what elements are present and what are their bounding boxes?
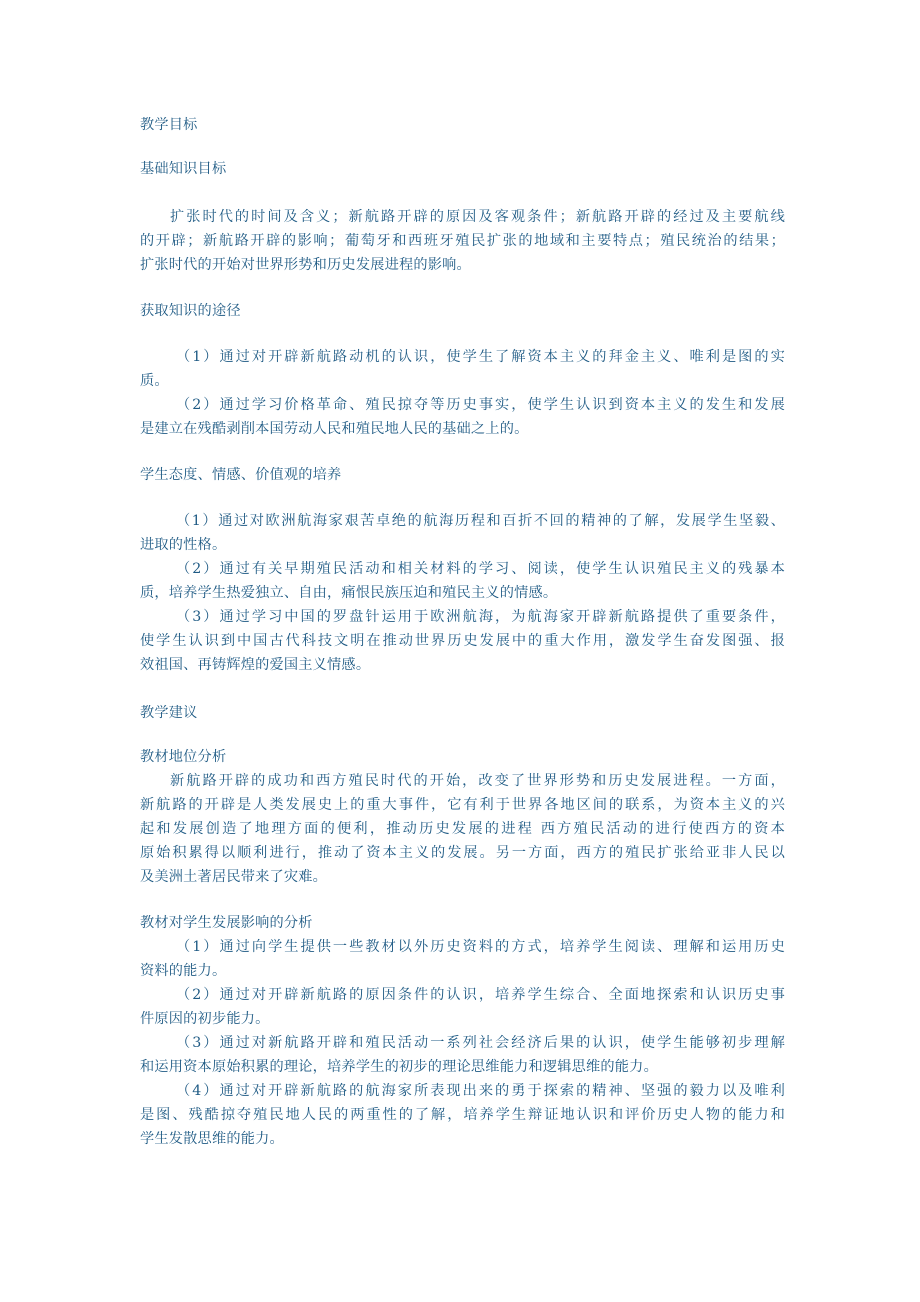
paragraph-line: （3）通过学习中国的罗盘针运用于欧洲航海，为航海家开辟新航路提供了重要条件， [176,609,785,625]
paragraph-line: （1）通过对欧洲航海家艰苦卓绝的航海历程和百折不回的精神的了解，发展学生坚毅、 [176,513,785,529]
paragraph-line: （1）通过对开辟新航路动机的认识，使学生了解资本主义的拜金主义、唯利是图的实 [176,349,785,365]
paragraph-line: 起和发展创造了地理方面的便利，推动历史发展的进程 西方殖民活动的进行使西方的资本 [140,821,785,837]
paragraph-line: 和运用资本原始积累的理论，培养学生的初步的理论思维能力和逻辑思维的能力。 [140,1059,658,1075]
paragraph-line: 新航路的开辟是人类发展史上的重大事件，它有利于世界各地区间的联系，为资本主义的兴 [140,797,785,813]
paragraph-line: 扩张时代的时间及含义；新航路开辟的原因及客观条件；新航路开辟的经过及主要航线 [170,209,785,225]
paragraph-line: 及美洲土著居民带来了灾难。 [140,869,328,885]
paragraph-line: 效祖国、再铸辉煌的爱国主义情感。 [140,657,371,673]
paragraph-line: （2）通过学习价格革命、殖民掠夺等历史事实，使学生认识到资本主义的发生和发展 [176,397,785,413]
paragraph-line: 资料的能力。 [140,963,227,979]
paragraph-line: 质。 [140,373,169,389]
paragraph-line: 进取的性格。 [140,537,227,553]
heading-knowledge-path: 获取知识的途径 [140,303,241,319]
paragraph-line: 学生发散思维的能力。 [140,1131,284,1147]
paragraph-line: 是图、残酷掠夺殖民地人民的两重性的了解，培养学生辩证地认识和评价历史人物的能力和 [140,1107,785,1123]
paragraph-line: 新航路开辟的成功和西方殖民时代的开始，改变了世界形势和历史发展进程。一方面， [170,773,785,789]
paragraph-line: （1）通过向学生提供一些教材以外历史资料的方式，培养学生阅读、理解和运用历史 [176,939,785,955]
paragraph-line: （2）通过对开辟新航路的原因条件的认识，培养学生综合、全面地探索和认识历史事 [176,987,785,1003]
paragraph-line: （2）通过有关早期殖民活动和相关材料的学习、阅读，使学生认识殖民主义的残暴本 [176,561,785,577]
paragraph-line: 件原因的初步能力。 [140,1011,270,1027]
heading-textbook-effect: 教材对学生发展影响的分析 [140,915,313,931]
heading-textbook-position: 教材地位分析 [140,749,227,765]
paragraph-line: 使学生认识到中国古代科技文明在推动世界历史发展中的重大作用，激发学生奋发图强、报 [140,633,785,649]
heading-teaching-goals: 教学目标 [140,117,198,133]
paragraph-line: 原始积累得以顺利进行，推动了资本主义的发展。另一方面，西方的殖民扩张给亚非人民以 [140,845,785,861]
paragraph-line: 是建立在残酷剥削本国劳动人民和殖民地人民的基础之上的。 [140,421,529,437]
paragraph-line: （4）通过对开辟新航路的航海家所表现出来的勇于探索的精神、坚强的毅力以及唯利 [176,1083,785,1099]
paragraph-line: 质，培养学生热爱独立、自由，痛恨民族压迫和殖民主义的情感。 [140,585,558,601]
paragraph-line: 的开辟；新航路开辟的影响；葡萄牙和西班牙殖民扩张的地域和主要特点；殖民统治的结果； [140,233,785,249]
heading-basic-knowledge: 基础知识目标 [140,161,227,177]
heading-teaching-advice: 教学建议 [140,705,198,721]
paragraph-line: 扩张时代的开始对世界形势和历史发展进程的影响。 [140,257,471,273]
heading-attitude: 学生态度、情感、价值观的培养 [140,467,342,483]
paragraph-line: （3）通过对新航路开辟和殖民活动一系列社会经济后果的认识，使学生能够初步理解 [176,1035,785,1051]
